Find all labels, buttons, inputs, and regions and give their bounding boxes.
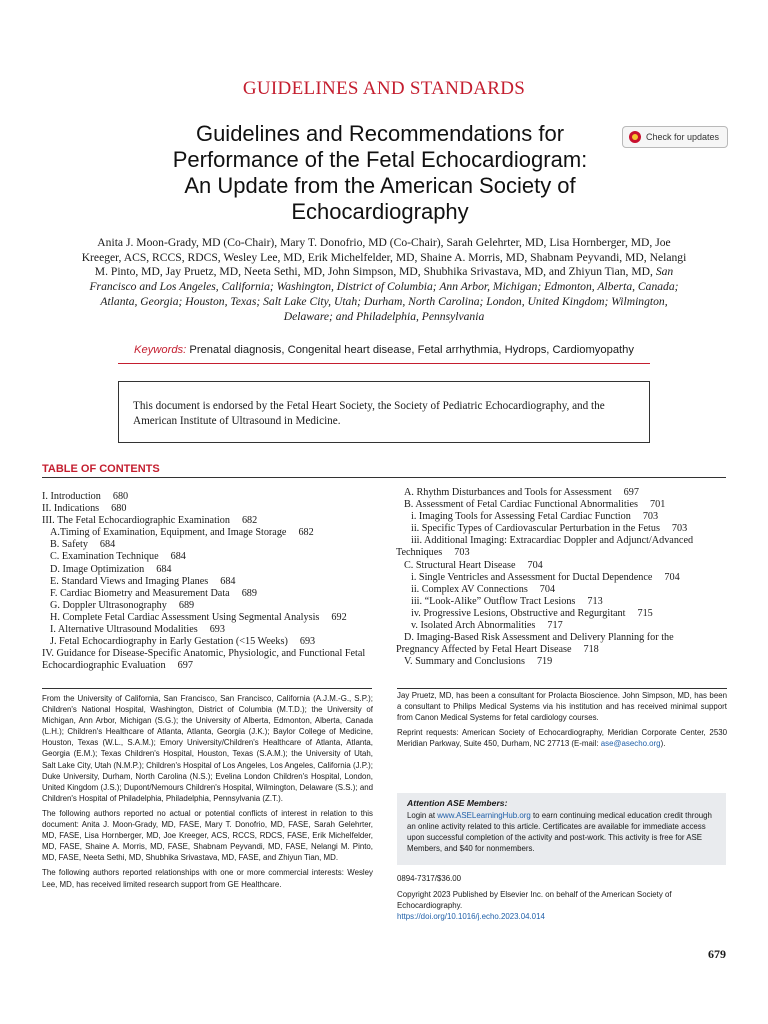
toc-entry[interactable]: i. Single Ventricles and Assessment for Ductal Dependence 704 — [411, 571, 680, 583]
crossmark-icon — [629, 131, 641, 143]
learning-hub-link[interactable]: www.ASELearningHub.org — [437, 811, 531, 820]
authors-names: Anita J. Moon-Grady, MD (Co-Chair), Mary T. Donofrio, MD (Co-Chair), Sarah Gelehrter, MD, Lisa Hornberger, MD, Joe Kreeger, ACS, RCCS, RDCS, Wesley Lee, MD, Erik Michelfelder, MD, Shaine A. Morris, MD, Shabnam Peyvandi, MD, Nelangi M. Pinto, MD, Jay Pruetz, MD, Neeta Sethi, MD, John Simpson, MD, Shubhika Srivastava, MD, and Zhiyun Tian, MD, — [81, 236, 687, 279]
footnotes-left — [42, 693, 373, 894]
attention-title: Attention ASE Members: — [407, 798, 508, 808]
doi-link[interactable]: https://doi.org/10.1016/j.echo.2023.04.014 — [397, 912, 545, 922]
footnote-divider-right — [397, 688, 727, 689]
toc-entry[interactable]: III. The Fetal Echocardiographic Examination 682 — [42, 515, 258, 527]
check-for-updates-button[interactable] — [622, 126, 728, 148]
title-line: Echocardiography — [291, 199, 469, 224]
toc-entry[interactable]: G. Doppler Ultrasonography 689 — [50, 599, 195, 611]
toc-entry[interactable]: C. Examination Technique 684 — [50, 551, 186, 563]
reprint-requests: Reprint requests: American Society of Echocardiography, Meridian Corporate Center, 2530 Meridian Parkway, Suite 450, Durham, NC 27713 (E-mail: ase@asecho.org). — [397, 728, 727, 749]
toc-entry[interactable]: i. Imaging Tools for Assessing Fetal Cardiac Function 703 — [411, 511, 659, 523]
toc-entry[interactable]: iii. Additional Imaging: Extracardiac Doppler and Adjunct/Advanced Techniques 703 — [396, 535, 694, 559]
title-line: Performance of the Fetal Echocardiogram: — [172, 147, 588, 172]
toc-entry[interactable]: B. Safety 684 — [50, 539, 116, 551]
toc-entry[interactable]: II. Indications 680 — [42, 503, 127, 515]
toc-entry[interactable]: D. Image Optimization 684 — [50, 563, 172, 575]
footnote-divider-left — [42, 688, 372, 689]
keywords-divider — [118, 363, 650, 364]
toc-heading: TABLE OF CONTENTS — [42, 463, 160, 475]
affiliations-footnote: From the University of California, San Francisco, San Francisco, California (A.J.M.-G., S.P.); Children's National Hospital, Washington, District of Columbia (M.T.D.); the University of Michigan, Ann Arbor, Michigan (S.G.); the University of Alberta, Edmonton, Alberta, Canada (L.H.); Children's Healthcare of Atlanta, Atlanta, Georgia (J.K.); Baylor College of Medicine, Houston, Texas (W.L., S.A.M.); Emory University/Children's Healthcare of Atlanta, Atlanta, Georgia (E.M.); Texas Children's Hospital, Houston, Texas (S.A.M.); the University of Utah, Salt Lake City, Utah (N.M.P.); Children's Hospital of Los Angeles, Los Angeles, California (J.P.); Duke University, Durham, North Carolina (N.S.); Evelina London Children's Hospital, London, United Kingdom (J.S.); Dupont/Nemours Children's Hospital, Wilmington, Delaware (S.S.); and Children's Hospital of Philadelphia, Philadelphia, Pennsylvania (Z.T.). — [42, 694, 373, 803]
toc-entry[interactable]: ii. Specific Types of Cardiovascular Perturbation in the Fetus 703 — [411, 523, 688, 535]
copyright: Copyright 2023 Published by Elsevier Inc. on behalf of the American Society of Echocardiography. — [397, 890, 672, 911]
publication-info — [397, 873, 727, 922]
toc-right-column — [396, 487, 710, 668]
title-line: Guidelines and Recommendations for — [195, 121, 565, 146]
disclosure-footnote: Jay Pruetz, MD, has been a consultant for Prolacta Bioscience. John Simpson, MD, has been a consultant to Philips Medical Systems via his institution and has received minimal support from Canon Medical Systems for fetal cardiology courses. — [397, 691, 727, 723]
toc-entry[interactable]: H. Complete Fetal Cardiac Assessment Using Segmental Analysis 692 — [50, 611, 347, 623]
conflicts-footnote: The following authors reported no actual or potential conflicts of interest in relation to this document: Anita J. Moon-Grady, MD, FASE, Mary T. Donofrio, MD, FASE, Sarah Gelehrter, MD, FASE, Lisa Hornberger, MD, Joe Kreeger, ACS, RCCS, RDCS, FASE, Erik Michelfelder, MD, FASE, Shaine A. Morris, MD, FASE, Shabnam Peyvandi, MD, FASE, Nelangi M. Pinto, MD, FASE, Neeta Sethi, MD, Shubhika Srivastava, MD, FASE, and Zhiyun Tian, MD. — [42, 808, 373, 863]
attention-text: Login at www.ASELearningHub.org to earn continuing medical education credit through an online activity related to this article. Certificates are available for immediate access upon successful completion of the activity and post-work. This activity is free for ASE Members, and $40 for nonmembers. — [407, 811, 712, 854]
toc-entry[interactable]: A.Timing of Examination, Equipment, and Image Storage 682 — [50, 527, 314, 539]
keywords — [0, 344, 768, 356]
reprint-email-link[interactable]: ase@asecho.org — [600, 739, 661, 749]
toc-entry[interactable]: J. Fetal Echocardiography in Early Gestation (<15 Weeks) 693 — [50, 636, 316, 648]
article-title — [110, 121, 650, 225]
toc-entry[interactable]: iii. “Look-Alike” Outflow Tract Lesions 713 — [411, 595, 603, 607]
toc-entry[interactable]: V. Summary and Conclusions 719 — [404, 656, 553, 668]
toc-entry[interactable]: D. Imaging-Based Risk Assessment and Delivery Planning for the Pregnancy Affected by Fetal Heart Disease 718 — [396, 632, 674, 656]
authors-affiliations: San Francisco and Los Angeles, California; Washington, District of Columbia; Ann Arbor, Michigan; Edmonton, Alberta, Canada; Atlanta, Georgia; Houston, Texas; Salt Lake City, Utah; Durham, North Carolina; London, United Kingdom; Wilmington, Delaware; and Philadelphia, Pennsylvania — [89, 265, 679, 323]
toc-entry[interactable]: B. Assessment of Fetal Cardiac Functional Abnormalities 701 — [404, 499, 666, 511]
section-header: GUIDELINES AND STANDARDS — [242, 78, 526, 99]
relationships-footnote: The following authors reported relationships with one or more commercial interests: Wesley Lee, MD, has received limited research support from GE Healthcare. — [42, 868, 373, 889]
toc-entry[interactable]: C. Structural Heart Disease 704 — [404, 559, 543, 571]
toc-entry[interactable]: E. Standard Views and Imaging Planes 684 — [50, 575, 236, 587]
toc-divider — [42, 477, 726, 478]
toc-entry[interactable]: I. Alternative Ultrasound Modalities 693 — [50, 624, 225, 636]
toc-entry[interactable]: A. Rhythm Disturbances and Tools for Assessment 697 — [404, 487, 639, 498]
title-line: An Update from the American Society of — [184, 173, 576, 198]
check-for-updates-label: Check for updates — [646, 132, 720, 142]
toc-entry[interactable]: IV. Guidance for Disease-Specific Anatomic, Physiologic, and Functional Fetal Echocardiographic Evaluation 697 — [42, 648, 366, 672]
keywords-text: Prenatal diagnosis, Congenital heart disease, Fetal arrhythmia, Hydrops, Cardiomyopathy — [189, 344, 634, 356]
toc-entry[interactable]: v. Isolated Arch Abnormalities 717 — [411, 620, 563, 632]
toc-entry[interactable]: ii. Complex AV Connections 704 — [411, 583, 556, 595]
endorsement-text: This document is endorsed by the Fetal Heart Society, the Society of Pediatric Echocardiography, and the American Institute of Ultrasound in Medicine. — [133, 400, 605, 427]
keywords-label: Keywords: — [134, 344, 187, 356]
toc-entry[interactable]: F. Cardiac Biometry and Measurement Data 689 — [50, 587, 257, 599]
toc-entry[interactable]: I. Introduction 680 — [42, 491, 129, 502]
toc-left-column — [42, 491, 377, 672]
page-number: 679 — [708, 947, 726, 961]
footnotes-right — [397, 690, 727, 753]
author-list — [78, 236, 690, 324]
toc-entry[interactable]: iv. Progressive Lesions, Obstructive and Regurgitant 715 — [411, 607, 653, 619]
issn: 0894-7317/$36.00 — [397, 874, 462, 883]
